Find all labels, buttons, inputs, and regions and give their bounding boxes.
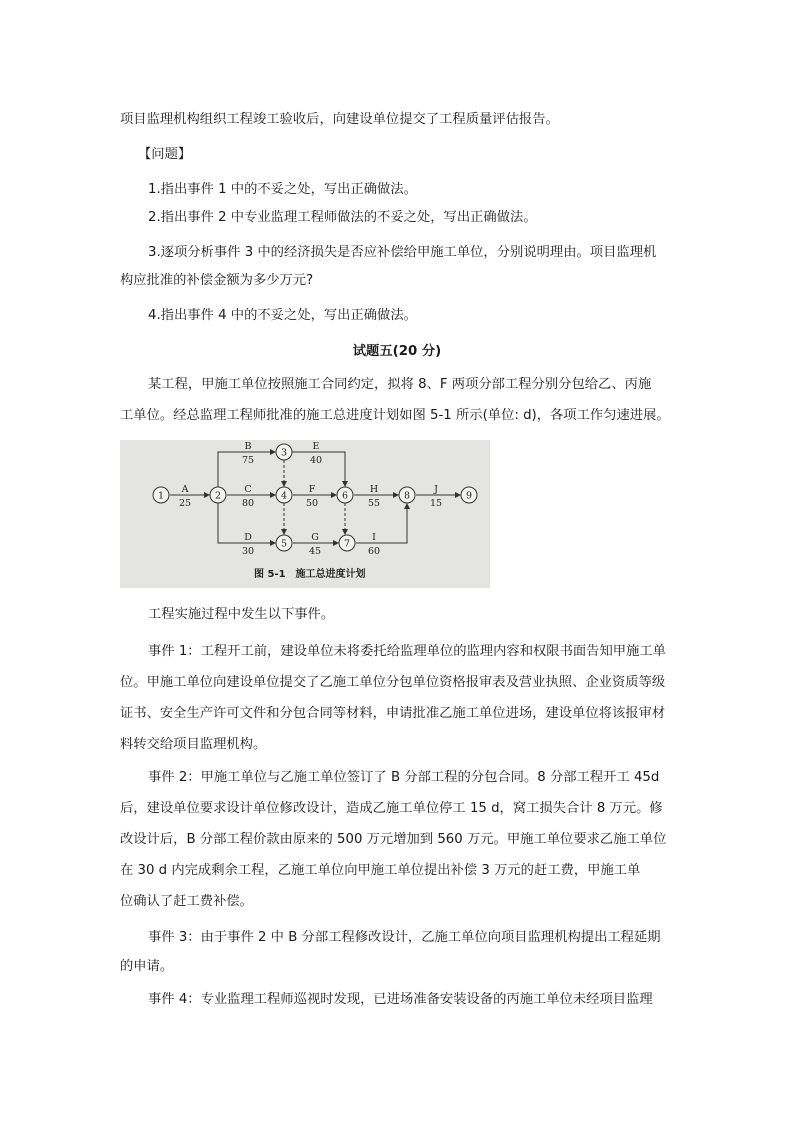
node-8 xyxy=(399,487,415,503)
activity-F-duration: 50 xyxy=(305,498,319,509)
event1-line-1: 事件 1：工程开工前，建设单位未将委托给监理单位的监理内容和权限书面告知甲施工单 xyxy=(148,644,666,659)
node-5 xyxy=(276,535,292,551)
network-diagram-figure xyxy=(120,440,490,588)
event1-line-3: 证书、安全生产许可文件和分包合同等材料，申请批准乙施工单位进场，建设单位将该报审材 xyxy=(120,706,666,721)
figure-caption: 图 5-1 施工总进度计划 xyxy=(254,569,366,580)
activity-G-name: G xyxy=(311,532,319,543)
event4-line-1: 事件 4：专业监理工程师巡视时发现，已进场准备安装设备的丙施工单位未经项目监理 xyxy=(148,992,653,1007)
intro-line: 项目监理机构组织工程竣工验收后，向建设单位提交了工程质量评估报告。 xyxy=(120,112,559,127)
network-diagram xyxy=(120,440,490,588)
activity-I-name: I xyxy=(372,532,376,543)
event3-line-2: 的申请。 xyxy=(120,959,174,974)
event2-line-1: 事件 2：甲施工单位与乙施工单位签订了 B 分部工程的分包合同。8 分部工程开工 45d xyxy=(148,770,660,785)
activity-C-name: C xyxy=(244,484,252,495)
activity-B-name: B xyxy=(244,441,252,452)
svg-text:2: 2 xyxy=(214,490,222,502)
activity-A-name: A xyxy=(181,484,189,495)
activity-G-duration: 45 xyxy=(308,546,322,557)
activity-E-duration: 40 xyxy=(309,455,323,466)
svg-text:3: 3 xyxy=(280,447,288,459)
node-9 xyxy=(461,487,477,503)
section-intro-2: 工单位。经总监理工程师批准的施工总进度计划如图 5-1 所示(单位: d)，各项工作匀速进展。 xyxy=(120,408,670,423)
event2-line-5: 位确认了赶工费补偿。 xyxy=(120,894,253,909)
activity-D-duration: 30 xyxy=(241,546,255,557)
activity-J-name: J xyxy=(434,484,438,495)
questions-heading: 【问题】 xyxy=(138,147,192,162)
activity-A-duration: 25 xyxy=(178,498,192,509)
activity-F-name: F xyxy=(308,484,316,495)
activity-B-duration: 75 xyxy=(241,455,255,466)
activity-J-duration: 15 xyxy=(429,498,443,509)
event2-line-4: 在 30 d 内完成剩余工程，乙施工单位向甲施工单位提出补偿 3 万元的赶工费，甲施工单 xyxy=(120,863,641,878)
activity-E-name: E xyxy=(312,441,320,452)
node-4 xyxy=(276,487,292,503)
section-title: 试题五(20 分) xyxy=(352,344,442,359)
event1-line-4: 料转交给项目监理机构。 xyxy=(120,737,267,752)
node-7 xyxy=(339,535,355,551)
question-4: 4.指出事件 4 中的不妥之处，写出正确做法。 xyxy=(148,308,417,323)
node-6 xyxy=(337,487,353,503)
activity-D-name: D xyxy=(244,532,252,543)
section-intro-1: 某工程，甲施工单位按照施工合同约定，拟将 8、F 两项分部工程分别分包给乙、丙施 xyxy=(148,377,652,392)
activity-C-duration: 80 xyxy=(241,498,255,509)
svg-text:1: 1 xyxy=(157,490,165,502)
activity-H-duration: 55 xyxy=(367,498,381,509)
event1-line-2: 位。甲施工单位向建设单位提交了乙施工单位分包单位资格报审表及营业执照、企业资质等级 xyxy=(120,675,666,690)
question-3: 3.逐项分析事件 3 中的经济损失是否应补偿给甲施工单位，分别说明理由。项目监理机 xyxy=(148,245,657,260)
event2-line-3: 改设计后，B 分部工程价款由原来的 500 万元增加到 560 万元。甲施工单位要求乙施工单位 xyxy=(120,832,667,847)
node-1 xyxy=(153,487,169,503)
event3-line-1: 事件 3：由于事件 2 中 B 分部工程修改设计，乙施工单位向项目监理机构提出工程延期 xyxy=(148,930,661,945)
node-2 xyxy=(210,487,226,503)
svg-text:5: 5 xyxy=(280,538,288,550)
events-intro: 工程实施过程中发生以下事件。 xyxy=(148,607,335,622)
edge-I xyxy=(356,504,407,543)
question-2: 2.指出事件 2 中专业监理工程师做法的不妥之处，写出正确做法。 xyxy=(148,210,537,225)
activity-H-name: H xyxy=(369,484,379,495)
question-3-cont: 构应批准的补偿金额为多少万元? xyxy=(120,273,314,288)
activity-I-duration: 60 xyxy=(367,546,381,557)
svg-text:7: 7 xyxy=(343,538,351,550)
node-3 xyxy=(276,444,292,460)
svg-text:6: 6 xyxy=(341,490,349,502)
question-1: 1.指出事件 1 中的不妥之处，写出正确做法。 xyxy=(148,182,417,197)
svg-text:8: 8 xyxy=(403,490,411,502)
event2-line-2: 后，建设单位要求设计单位修改设计，造成乙施工单位停工 15 d，窝工损失合计 8 万元。修 xyxy=(120,801,663,816)
svg-text:9: 9 xyxy=(465,490,473,502)
svg-text:4: 4 xyxy=(280,490,288,502)
